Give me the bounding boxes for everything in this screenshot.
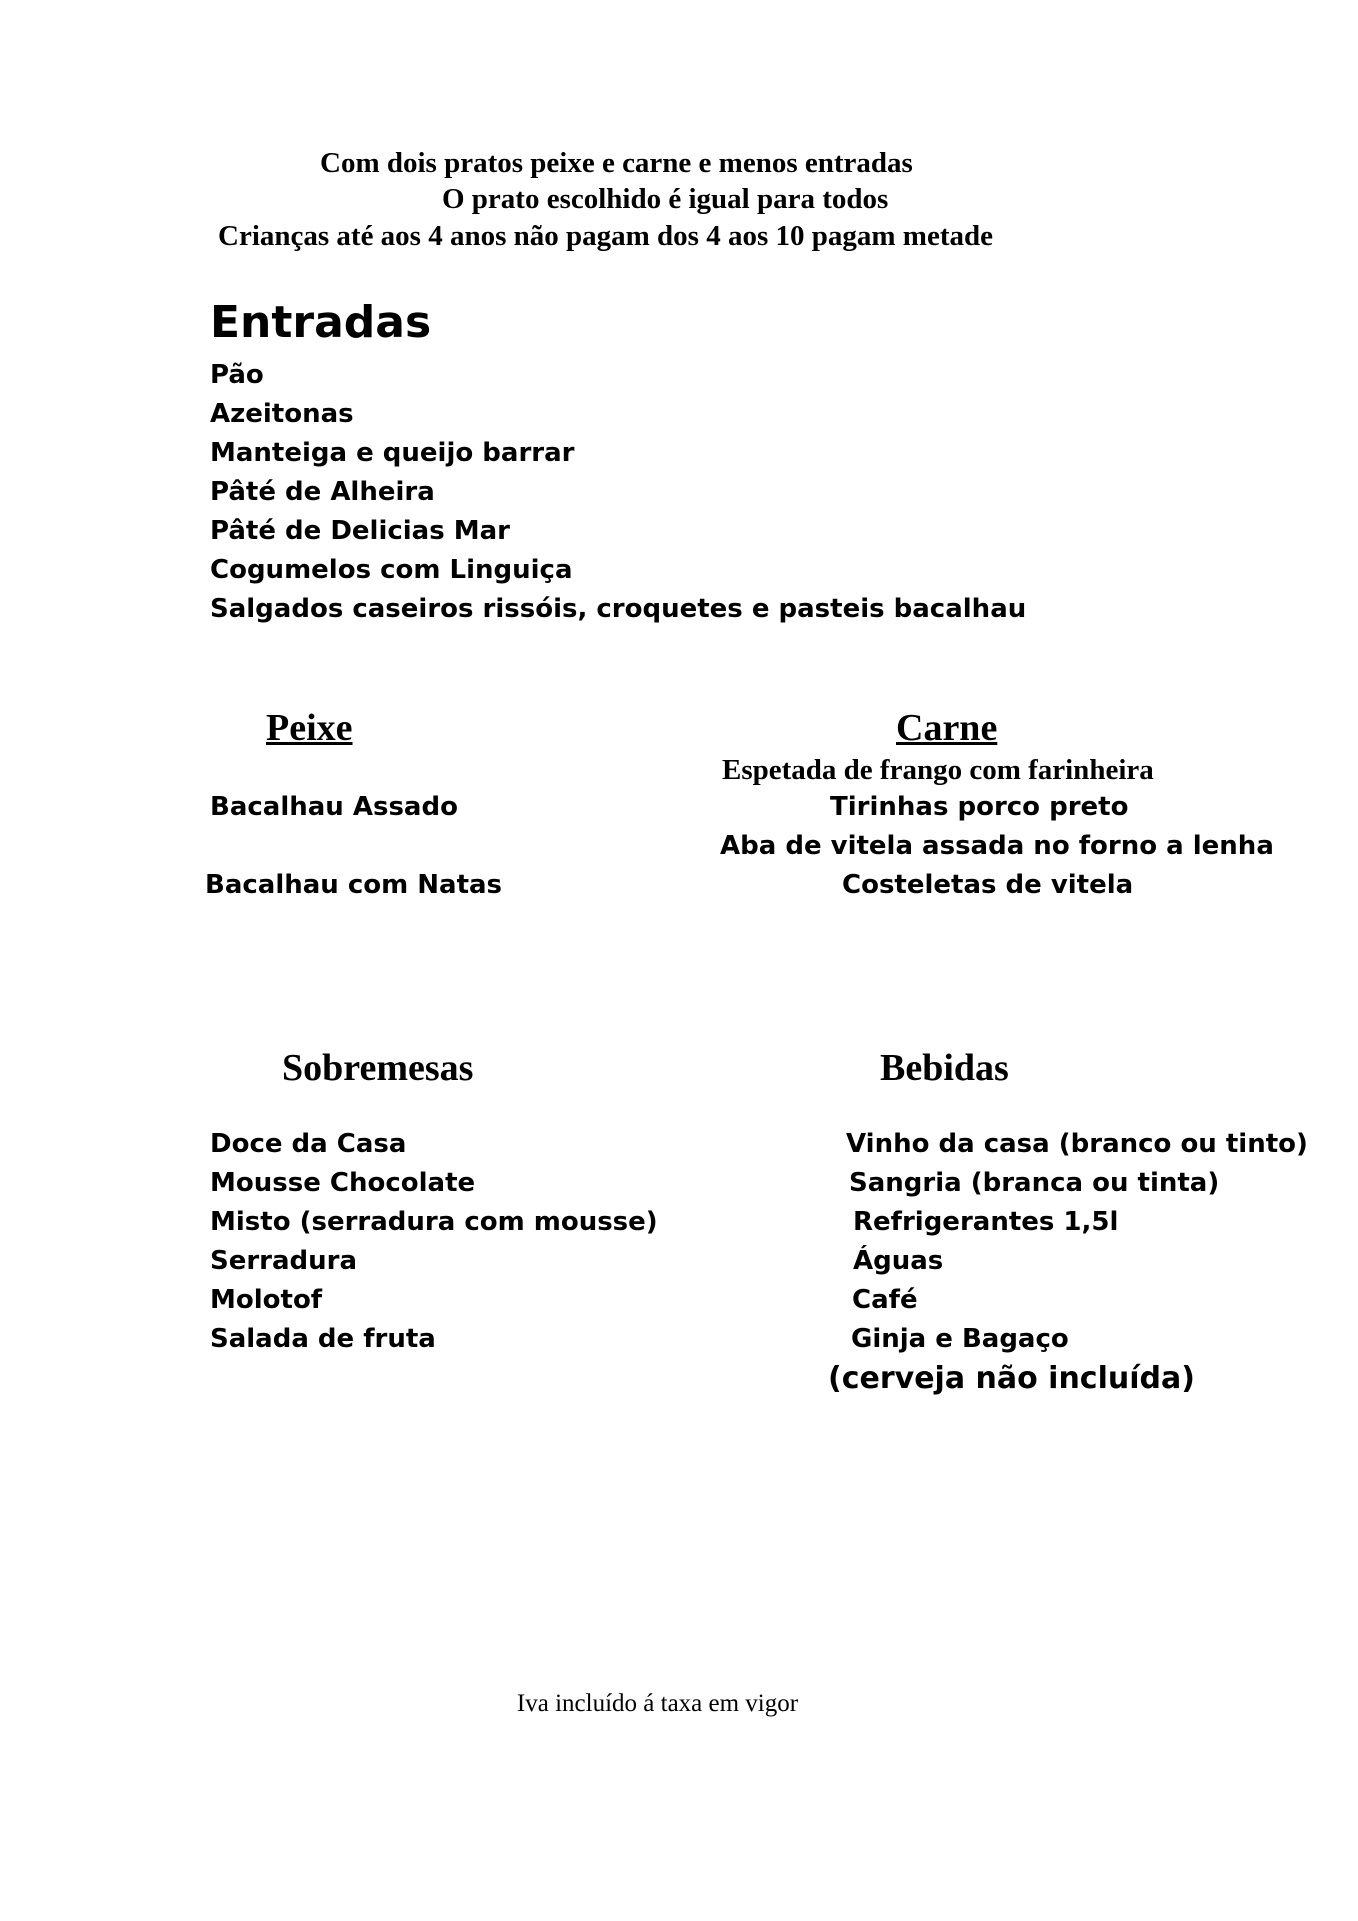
sobremesas-item: Salada de fruta (210, 1324, 436, 1354)
entradas-item: Pão (210, 360, 264, 390)
sobremesas-item: Serradura (210, 1246, 358, 1276)
bebidas-item: Ginja e Bagaço (851, 1324, 1069, 1354)
entradas-item: Manteiga e queijo barrar (210, 438, 575, 468)
sobremesas-item: Molotof (210, 1285, 323, 1315)
entradas-item: Pâté de Delicias Mar (210, 516, 510, 546)
peixe-item: Bacalhau com Natas (205, 870, 503, 900)
entradas-item: Pâté de Alheira (210, 477, 435, 507)
bebidas-title: Bebidas (880, 1047, 1009, 1089)
carne-title: Carne (896, 707, 998, 749)
bebidas-item: Sangria (branca ou tinta) (849, 1168, 1220, 1198)
peixe-title: Peixe (266, 707, 353, 749)
entradas-list (210, 356, 1026, 629)
sobremesas-title: Sobremesas (282, 1047, 474, 1089)
entradas-item: Cogumelos com Linguiça (210, 555, 573, 585)
carne-item: Tirinhas porco preto (830, 792, 1129, 822)
bebidas-item: Refrigerantes 1,5l (853, 1207, 1119, 1237)
bebidas-note: (cerveja não incluída) (828, 1361, 1195, 1396)
intro-line-3: Crianças até aos 4 anos não pagam dos 4 aos 10 pagam metade (218, 220, 993, 252)
carne-item: Espetada de frango com farinheira (722, 754, 1154, 786)
carne-item: Costeletas de vitela (842, 870, 1134, 900)
footer-note: Iva incluído á taxa em vigor (516, 1690, 799, 1717)
sobremesas-item: Mousse Chocolate (210, 1168, 476, 1198)
intro-line-2: O prato escolhido é igual para todos (442, 183, 889, 215)
bebidas-item: Águas (853, 1246, 944, 1276)
entradas-item: Salgados caseiros rissóis, croquetes e pasteis bacalhau (210, 594, 1027, 624)
intro-line-1: Com dois pratos peixe e carne e menos entradas (320, 147, 913, 179)
peixe-item: Bacalhau Assado (210, 792, 458, 822)
carne-item: Aba de vitela assada no forno a lenha (720, 831, 1274, 861)
bebidas-item: Café (852, 1285, 918, 1315)
sobremesas-item: Misto (serradura com mousse) (210, 1207, 658, 1237)
entradas-item: Azeitonas (210, 399, 354, 429)
entradas-title: Entradas (210, 297, 432, 348)
sobremesas-item: Doce da Casa (210, 1129, 407, 1159)
bebidas-item: Vinho da casa (branco ou tinto) (846, 1129, 1308, 1159)
sobremesas-list (210, 1125, 658, 1359)
